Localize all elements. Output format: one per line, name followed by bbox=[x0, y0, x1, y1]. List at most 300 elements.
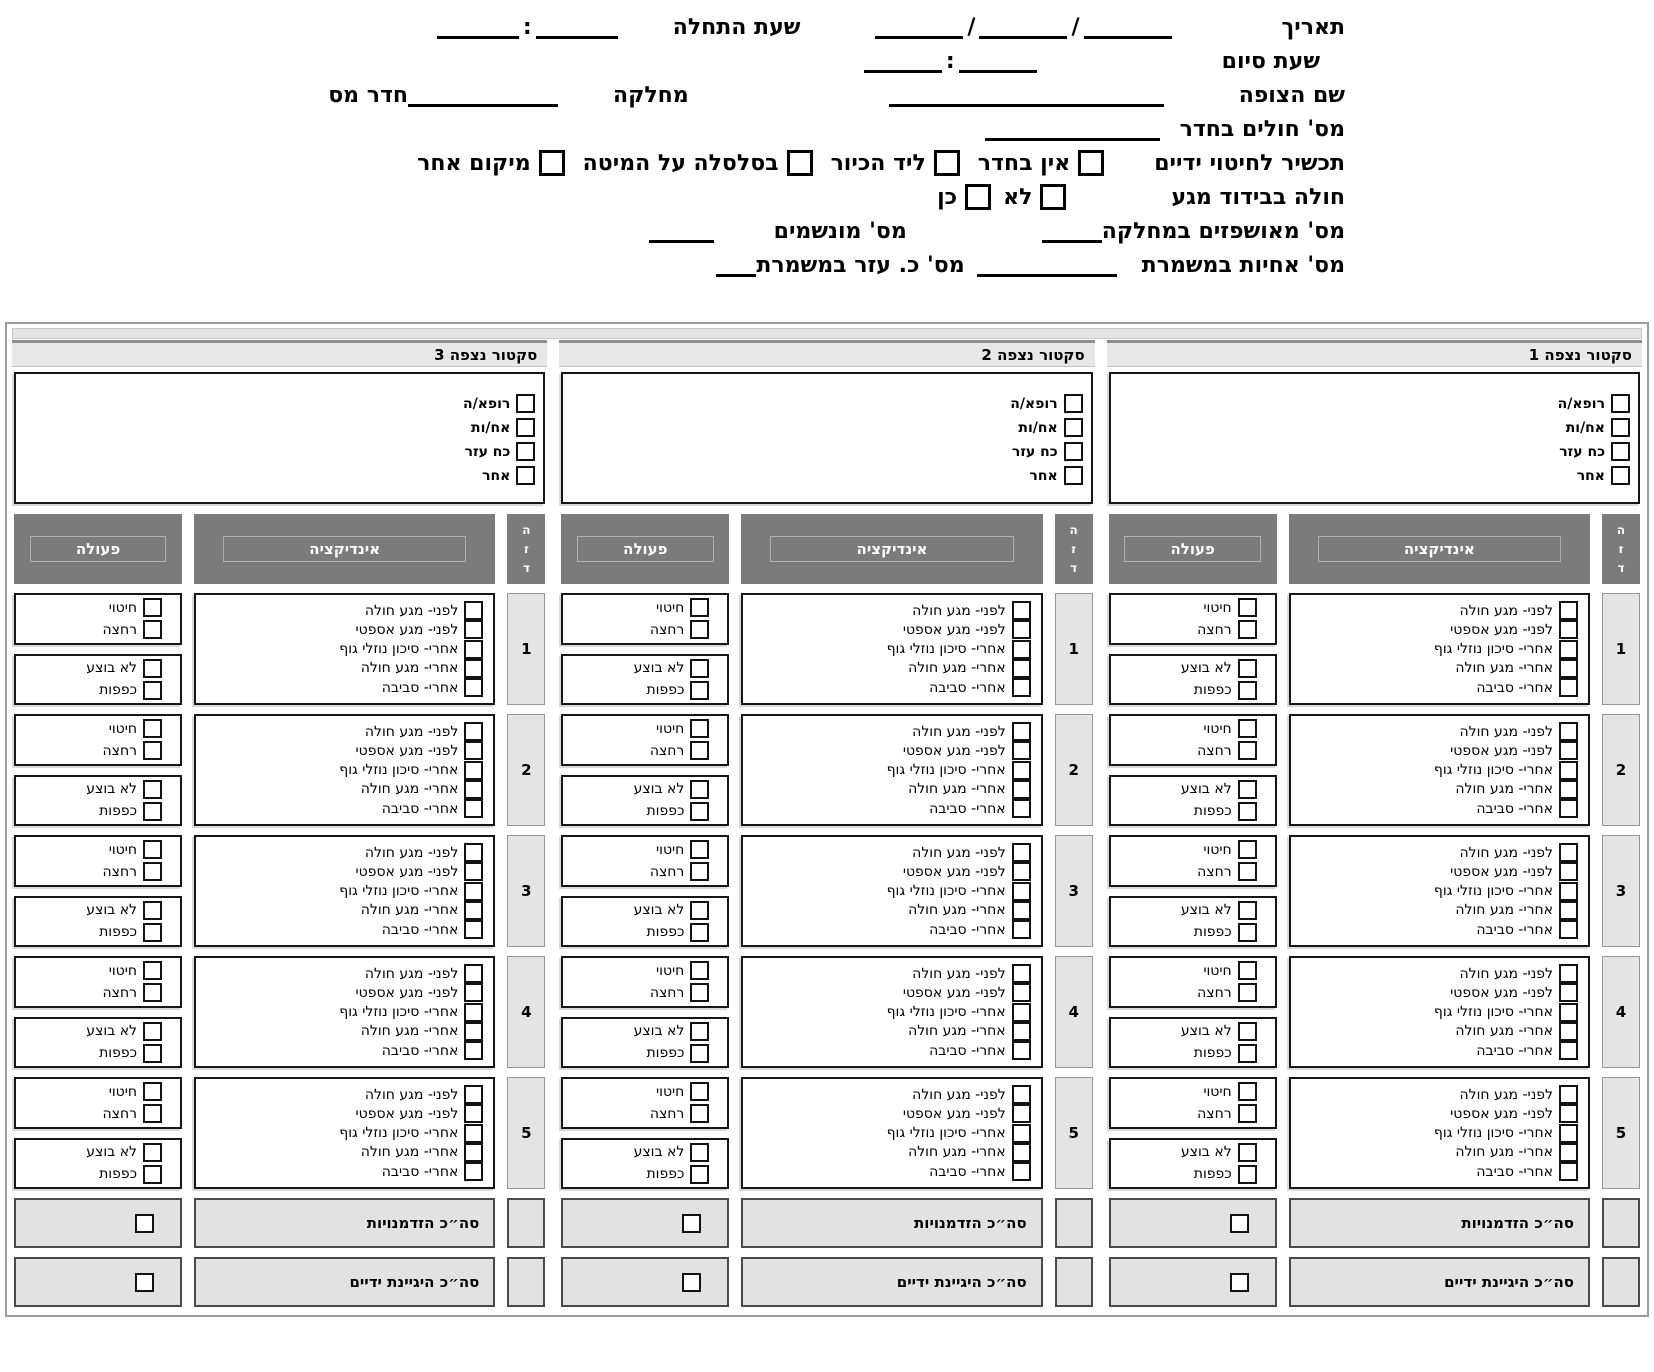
action-checkbox[interactable] bbox=[143, 961, 162, 980]
indication-checkbox[interactable] bbox=[1012, 1104, 1031, 1123]
patients-in-room-blank[interactable] bbox=[985, 118, 1160, 141]
action-column-header bbox=[14, 514, 182, 584]
date-separator: / bbox=[1071, 14, 1080, 40]
action-checkbox[interactable] bbox=[143, 1165, 162, 1184]
action-checkbox[interactable] bbox=[690, 620, 709, 639]
indication-option-label: אחרי- מגע חולה bbox=[1455, 1144, 1553, 1161]
date-year-blank[interactable] bbox=[875, 16, 963, 39]
action-checkbox[interactable] bbox=[143, 840, 162, 859]
action-checkbox[interactable] bbox=[143, 1143, 162, 1162]
action-option bbox=[1115, 741, 1257, 760]
action-option bbox=[20, 1104, 162, 1123]
action-option-label: לא בוצע bbox=[86, 1023, 138, 1040]
total-hand-hygiene-checkbox[interactable] bbox=[135, 1273, 154, 1292]
indication-header-label: אינדיקציה bbox=[770, 536, 1013, 562]
action-option-label: רחצה bbox=[649, 742, 685, 759]
indication-checkbox[interactable] bbox=[464, 620, 483, 639]
action-option bbox=[20, 923, 162, 942]
indication-checkbox[interactable] bbox=[464, 741, 483, 760]
indication-checkbox[interactable] bbox=[1012, 659, 1031, 678]
indication-checkbox[interactable] bbox=[1012, 1143, 1031, 1162]
action-checkbox[interactable] bbox=[143, 1082, 162, 1101]
action-checkbox[interactable] bbox=[690, 1165, 709, 1184]
total-hand-hygiene-checkbox[interactable] bbox=[1230, 1273, 1249, 1292]
indication-checkbox[interactable] bbox=[1559, 601, 1578, 620]
action-stack bbox=[1109, 956, 1277, 1068]
role-option bbox=[571, 418, 1082, 437]
indication-option bbox=[206, 1162, 483, 1181]
indication-checkbox[interactable] bbox=[1559, 620, 1578, 639]
action-checkbox[interactable] bbox=[143, 719, 162, 738]
action-checkbox[interactable] bbox=[690, 840, 709, 859]
aides-count-blank[interactable] bbox=[716, 254, 756, 277]
indication-option bbox=[753, 722, 1030, 741]
isolation-no-checkbox[interactable] bbox=[1040, 184, 1066, 210]
opportunity-number-cell: 2 bbox=[1055, 714, 1093, 826]
sector-title: סקטור נצפה 2 bbox=[559, 340, 1094, 367]
total-check-cell bbox=[1109, 1198, 1277, 1248]
indication-option-label: אחרי- סיכון נוזלי גוף bbox=[1433, 1125, 1553, 1141]
indication-box bbox=[194, 956, 495, 1068]
action-option bbox=[20, 659, 162, 678]
action-option bbox=[20, 681, 162, 700]
opportunity-number-cell: 5 bbox=[1055, 1077, 1093, 1189]
action-checkbox[interactable] bbox=[690, 659, 709, 678]
start-time-hour-blank[interactable] bbox=[536, 16, 618, 39]
indication-option-label: אחרי- סביבה bbox=[929, 1042, 1006, 1059]
action-option-label: חיטוי bbox=[1203, 1083, 1232, 1100]
action-checkbox[interactable] bbox=[690, 780, 709, 799]
action-primary-box bbox=[1109, 1077, 1277, 1129]
action-checkbox[interactable] bbox=[143, 659, 162, 678]
action-option bbox=[567, 681, 709, 700]
action-secondary-box bbox=[1109, 896, 1277, 948]
indication-option-label: אחרי- מגע חולה bbox=[1455, 660, 1553, 677]
indication-checkbox[interactable] bbox=[1559, 862, 1578, 881]
action-checkbox[interactable] bbox=[690, 862, 709, 881]
date-day-blank[interactable] bbox=[1084, 16, 1172, 39]
indication-checkbox[interactable] bbox=[1012, 799, 1031, 818]
role-checkbox[interactable] bbox=[516, 466, 535, 485]
indication-checkbox[interactable] bbox=[464, 659, 483, 678]
action-checkbox[interactable] bbox=[1238, 780, 1257, 799]
action-option bbox=[1115, 1165, 1257, 1184]
role-checkbox[interactable] bbox=[1064, 442, 1083, 461]
action-primary-box bbox=[1109, 593, 1277, 645]
indication-checkbox[interactable] bbox=[1559, 761, 1578, 780]
action-checkbox[interactable] bbox=[1238, 961, 1257, 980]
role-checkbox[interactable] bbox=[516, 442, 535, 461]
indication-checkbox[interactable] bbox=[1012, 620, 1031, 639]
indication-checkbox[interactable] bbox=[1012, 761, 1031, 780]
indication-checkbox[interactable] bbox=[1012, 1041, 1031, 1060]
end-time-field bbox=[864, 49, 1037, 74]
action-checkbox[interactable] bbox=[690, 1082, 709, 1101]
role-checkbox[interactable] bbox=[1064, 394, 1083, 413]
action-checkbox[interactable] bbox=[1238, 1082, 1257, 1101]
end-time-label: שעת סיום bbox=[1221, 48, 1320, 74]
indication-checkbox[interactable] bbox=[464, 761, 483, 780]
action-option-label: חיטוי bbox=[1203, 962, 1232, 979]
indication-option-label: אחרי- סביבה bbox=[929, 679, 1006, 696]
action-option bbox=[567, 961, 709, 980]
indication-option bbox=[753, 882, 1030, 901]
action-checkbox[interactable] bbox=[1238, 901, 1257, 920]
indication-checkbox[interactable] bbox=[464, 1143, 483, 1162]
indication-option bbox=[1301, 659, 1578, 678]
indication-option bbox=[753, 601, 1030, 620]
indication-checkbox[interactable] bbox=[1559, 1124, 1578, 1143]
action-option bbox=[20, 719, 162, 738]
action-checkbox[interactable] bbox=[690, 923, 709, 942]
sanitizer-option-none bbox=[978, 150, 1104, 176]
indication-checkbox[interactable] bbox=[1012, 640, 1031, 659]
action-checkbox[interactable] bbox=[1238, 1022, 1257, 1041]
action-checkbox[interactable] bbox=[143, 983, 162, 1002]
action-option bbox=[1115, 961, 1257, 980]
total-opportunities-checkbox[interactable] bbox=[1230, 1214, 1249, 1233]
indication-checkbox[interactable] bbox=[1559, 964, 1578, 983]
indication-box bbox=[741, 593, 1042, 705]
action-checkbox[interactable] bbox=[143, 1022, 162, 1041]
action-header-label: פעולה bbox=[30, 536, 166, 562]
indication-checkbox[interactable] bbox=[464, 882, 483, 901]
action-checkbox[interactable] bbox=[143, 901, 162, 920]
opportunity-number-cell: 3 bbox=[1602, 835, 1640, 947]
date-field bbox=[875, 15, 1171, 40]
indication-checkbox[interactable] bbox=[1012, 722, 1031, 741]
indication-checkbox[interactable] bbox=[464, 964, 483, 983]
role-option bbox=[1119, 466, 1630, 485]
role-checkbox[interactable] bbox=[1064, 418, 1083, 437]
action-checkbox[interactable] bbox=[143, 681, 162, 700]
indication-checkbox[interactable] bbox=[464, 901, 483, 920]
indication-checkbox[interactable] bbox=[464, 722, 483, 741]
action-checkbox[interactable] bbox=[1238, 1165, 1257, 1184]
indication-checkbox[interactable] bbox=[1559, 983, 1578, 1002]
action-checkbox[interactable] bbox=[690, 1143, 709, 1162]
indication-checkbox[interactable] bbox=[1559, 799, 1578, 818]
indication-option bbox=[753, 843, 1030, 862]
total-hand-hygiene-checkbox[interactable] bbox=[682, 1273, 701, 1292]
indication-checkbox[interactable] bbox=[464, 1041, 483, 1060]
indication-option bbox=[1301, 1104, 1578, 1123]
indication-checkbox[interactable] bbox=[464, 1003, 483, 1022]
indication-checkbox[interactable] bbox=[464, 843, 483, 862]
total-spacer-cell bbox=[1055, 1198, 1093, 1248]
action-checkbox[interactable] bbox=[143, 862, 162, 881]
action-option bbox=[20, 862, 162, 881]
action-checkbox[interactable] bbox=[143, 741, 162, 760]
action-checkbox[interactable] bbox=[1238, 923, 1257, 942]
indication-checkbox[interactable] bbox=[464, 1022, 483, 1041]
end-time-hour-blank[interactable] bbox=[959, 50, 1037, 73]
indication-option bbox=[206, 882, 483, 901]
indication-checkbox[interactable] bbox=[1012, 1022, 1031, 1041]
indication-option bbox=[206, 799, 483, 818]
action-option-label: כפפות bbox=[1193, 1045, 1232, 1062]
indication-option-label: לפני- מגע חולה bbox=[912, 844, 1006, 861]
action-checkbox[interactable] bbox=[690, 1104, 709, 1123]
indication-checkbox[interactable] bbox=[1012, 1124, 1031, 1143]
indication-checkbox[interactable] bbox=[1559, 1143, 1578, 1162]
action-checkbox[interactable] bbox=[690, 1044, 709, 1063]
start-time-minute-blank[interactable] bbox=[437, 16, 519, 39]
indication-option bbox=[753, 1143, 1030, 1162]
sanitizer-option-basket bbox=[583, 150, 813, 176]
indication-checkbox[interactable] bbox=[1559, 722, 1578, 741]
action-checkbox[interactable] bbox=[1238, 1104, 1257, 1123]
indication-option bbox=[206, 862, 483, 881]
action-option bbox=[1115, 620, 1257, 639]
indication-checkbox[interactable] bbox=[1012, 901, 1031, 920]
opportunity-number-cell: 1 bbox=[1055, 593, 1093, 705]
total-opportunities-checkbox[interactable] bbox=[135, 1214, 154, 1233]
action-checkbox[interactable] bbox=[1238, 719, 1257, 738]
indication-checkbox[interactable] bbox=[1012, 741, 1031, 760]
indication-checkbox[interactable] bbox=[464, 920, 483, 939]
role-checkbox[interactable] bbox=[1611, 418, 1630, 437]
indication-checkbox[interactable] bbox=[1559, 843, 1578, 862]
action-checkbox[interactable] bbox=[143, 923, 162, 942]
action-checkbox[interactable] bbox=[1238, 840, 1257, 859]
aides-count-field bbox=[716, 253, 964, 278]
indication-checkbox[interactable] bbox=[1559, 678, 1578, 697]
indication-option bbox=[1301, 983, 1578, 1002]
indication-option bbox=[1301, 620, 1578, 639]
action-option-label: חיטוי bbox=[1203, 841, 1232, 858]
action-checkbox[interactable] bbox=[1238, 741, 1257, 760]
action-option-label: כפפות bbox=[646, 803, 685, 820]
sanitizer-other-checkbox[interactable] bbox=[539, 150, 565, 176]
indication-checkbox[interactable] bbox=[464, 983, 483, 1002]
ventilated-count-blank[interactable] bbox=[649, 220, 714, 243]
role-checkbox[interactable] bbox=[1064, 466, 1083, 485]
indication-option bbox=[1301, 843, 1578, 862]
action-option-label: כפפות bbox=[99, 682, 138, 699]
action-checkbox[interactable] bbox=[1238, 659, 1257, 678]
action-option bbox=[1115, 983, 1257, 1002]
indication-checkbox[interactable] bbox=[1559, 901, 1578, 920]
sanitizer-none-checkbox[interactable] bbox=[1078, 150, 1104, 176]
action-checkbox[interactable] bbox=[690, 901, 709, 920]
action-secondary-box bbox=[561, 654, 729, 706]
action-option-label: חיטוי bbox=[656, 841, 685, 858]
indication-option bbox=[1301, 1162, 1578, 1181]
action-option-label: חיטוי bbox=[108, 599, 138, 616]
total-opportunities-checkbox[interactable] bbox=[682, 1214, 701, 1233]
action-checkbox[interactable] bbox=[1238, 983, 1257, 1002]
indication-checkbox[interactable] bbox=[1559, 780, 1578, 799]
opportunity-number-cell: 4 bbox=[1055, 956, 1093, 1068]
action-checkbox[interactable] bbox=[690, 598, 709, 617]
action-option-label: לא בוצע bbox=[1180, 902, 1232, 919]
action-stack bbox=[561, 714, 729, 826]
role-checkbox[interactable] bbox=[1611, 394, 1630, 413]
indication-option-label: לפני- מגע חולה bbox=[912, 965, 1006, 982]
indication-checkbox[interactable] bbox=[464, 799, 483, 818]
indication-option-label: אחרי- סיכון נוזלי גוף bbox=[339, 641, 459, 657]
action-checkbox[interactable] bbox=[143, 620, 162, 639]
indication-box bbox=[741, 835, 1042, 947]
opportunity-header-letter: ז bbox=[1071, 541, 1077, 556]
action-checkbox[interactable] bbox=[1238, 598, 1257, 617]
indication-checkbox[interactable] bbox=[464, 601, 483, 620]
indication-checkbox[interactable] bbox=[1559, 1022, 1578, 1041]
indication-checkbox[interactable] bbox=[1012, 678, 1031, 697]
indication-checkbox[interactable] bbox=[464, 640, 483, 659]
indication-checkbox[interactable] bbox=[1012, 1003, 1031, 1022]
indication-box bbox=[1289, 835, 1590, 947]
indication-checkbox[interactable] bbox=[464, 780, 483, 799]
indication-option bbox=[753, 640, 1030, 659]
indication-box bbox=[194, 714, 495, 826]
action-option-label: כפפות bbox=[646, 682, 685, 699]
action-checkbox[interactable] bbox=[143, 1104, 162, 1123]
action-option bbox=[20, 983, 162, 1002]
action-checkbox[interactable] bbox=[143, 780, 162, 799]
sanitizer-basket-checkbox[interactable] bbox=[787, 150, 813, 176]
indication-checkbox[interactable] bbox=[1012, 843, 1031, 862]
action-option-label: רחצה bbox=[649, 1105, 685, 1122]
indication-checkbox[interactable] bbox=[464, 1162, 483, 1181]
indication-checkbox[interactable] bbox=[1559, 1041, 1578, 1060]
indication-option-label: לפני- מגע אספטי bbox=[1450, 1105, 1553, 1122]
indication-option bbox=[1301, 1143, 1578, 1162]
indication-checkbox[interactable] bbox=[1559, 741, 1578, 760]
action-option-label: כפפות bbox=[646, 1045, 685, 1062]
isolation-yes-checkbox[interactable] bbox=[965, 184, 991, 210]
indication-checkbox[interactable] bbox=[464, 678, 483, 697]
action-option bbox=[1115, 1104, 1257, 1123]
indication-checkbox[interactable] bbox=[1559, 1104, 1578, 1123]
sector-3 bbox=[12, 340, 547, 1307]
isolation-option-label: כן bbox=[937, 184, 958, 210]
action-secondary-box bbox=[14, 1017, 182, 1069]
indication-checkbox[interactable] bbox=[1012, 983, 1031, 1002]
indication-checkbox[interactable] bbox=[1012, 780, 1031, 799]
action-checkbox[interactable] bbox=[1238, 1044, 1257, 1063]
action-checkbox[interactable] bbox=[1238, 802, 1257, 821]
indication-checkbox[interactable] bbox=[1012, 601, 1031, 620]
action-checkbox[interactable] bbox=[690, 961, 709, 980]
opportunity-header-letter: ה bbox=[522, 522, 531, 537]
indication-checkbox[interactable] bbox=[1012, 862, 1031, 881]
action-option-label: רחצה bbox=[649, 863, 685, 880]
indication-option bbox=[206, 964, 483, 983]
role-checkbox[interactable] bbox=[1611, 466, 1630, 485]
action-checkbox[interactable] bbox=[690, 983, 709, 1002]
opportunity-header-letter: ז bbox=[1618, 541, 1624, 556]
action-primary-box bbox=[14, 593, 182, 645]
indication-option bbox=[206, 1041, 483, 1060]
indication-checkbox[interactable] bbox=[464, 1104, 483, 1123]
action-option-label: לא בוצע bbox=[633, 1144, 685, 1161]
indication-checkbox[interactable] bbox=[1012, 1085, 1031, 1104]
action-checkbox[interactable] bbox=[690, 681, 709, 700]
opportunity-header-letter: ז bbox=[523, 541, 529, 556]
indication-checkbox[interactable] bbox=[1012, 1162, 1031, 1181]
action-header-label: פעולה bbox=[577, 536, 713, 562]
action-primary-box bbox=[561, 1077, 729, 1129]
indication-box bbox=[741, 1077, 1042, 1189]
indication-option-label: אחרי- סביבה bbox=[1476, 921, 1553, 938]
sanitizer-option-label: בסלסלה על המיטה bbox=[582, 150, 779, 176]
sector-grid bbox=[559, 514, 1094, 1307]
indication-checkbox[interactable] bbox=[1559, 920, 1578, 939]
indication-option-label: אחרי- סביבה bbox=[1476, 1042, 1553, 1059]
indication-checkbox[interactable] bbox=[1559, 659, 1578, 678]
action-checkbox[interactable] bbox=[143, 598, 162, 617]
action-primary-box bbox=[1109, 714, 1277, 766]
indication-checkbox[interactable] bbox=[464, 1085, 483, 1104]
date-month-blank[interactable] bbox=[979, 16, 1067, 39]
role-option-label: אחר bbox=[1576, 467, 1605, 484]
indication-option bbox=[206, 761, 483, 780]
role-option-label: רופא/ה bbox=[462, 395, 511, 412]
indication-checkbox[interactable] bbox=[464, 1124, 483, 1143]
indication-checkbox[interactable] bbox=[1559, 1162, 1578, 1181]
action-checkbox[interactable] bbox=[690, 741, 709, 760]
indication-column-header bbox=[194, 514, 495, 584]
action-column-header bbox=[561, 514, 729, 584]
action-checkbox[interactable] bbox=[1238, 862, 1257, 881]
action-option bbox=[567, 923, 709, 942]
action-checkbox[interactable] bbox=[1238, 620, 1257, 639]
action-checkbox[interactable] bbox=[690, 1022, 709, 1041]
department-blank[interactable] bbox=[408, 84, 558, 107]
indication-checkbox[interactable] bbox=[1012, 882, 1031, 901]
action-option-label: לא בוצע bbox=[86, 660, 138, 677]
indication-checkbox[interactable] bbox=[1559, 1085, 1578, 1104]
indication-checkbox[interactable] bbox=[1559, 882, 1578, 901]
indication-box bbox=[194, 835, 495, 947]
action-option-label: רחצה bbox=[102, 742, 138, 759]
action-checkbox[interactable] bbox=[690, 719, 709, 738]
action-checkbox[interactable] bbox=[1238, 681, 1257, 700]
sanitizer-sink-checkbox[interactable] bbox=[934, 150, 960, 176]
action-option bbox=[1115, 1022, 1257, 1041]
role-checkbox[interactable] bbox=[516, 418, 535, 437]
action-checkbox[interactable] bbox=[690, 802, 709, 821]
hospitalized-count-blank[interactable] bbox=[1042, 220, 1102, 243]
action-option bbox=[567, 741, 709, 760]
indication-option-label: לפני- מגע אספטי bbox=[902, 984, 1006, 1001]
indication-option bbox=[206, 920, 483, 939]
indication-checkbox[interactable] bbox=[1559, 1003, 1578, 1022]
nurses-count-blank[interactable] bbox=[977, 254, 1117, 277]
action-option-label: לא בוצע bbox=[1180, 1144, 1232, 1161]
indication-checkbox[interactable] bbox=[464, 862, 483, 881]
indication-checkbox[interactable] bbox=[1012, 920, 1031, 939]
isolation-row bbox=[16, 180, 1345, 214]
indication-option bbox=[206, 1143, 483, 1162]
indication-checkbox[interactable] bbox=[1559, 640, 1578, 659]
role-checkbox[interactable] bbox=[516, 394, 535, 413]
action-checkbox[interactable] bbox=[143, 1044, 162, 1063]
action-checkbox[interactable] bbox=[1238, 1143, 1257, 1162]
indication-checkbox[interactable] bbox=[1012, 964, 1031, 983]
action-option-label: חיטוי bbox=[108, 962, 138, 979]
indication-option-label: לפני- מגע אספטי bbox=[355, 742, 459, 759]
action-option-label: כפפות bbox=[646, 1166, 685, 1183]
end-time-minute-blank[interactable] bbox=[864, 50, 942, 73]
indication-box bbox=[1289, 593, 1590, 705]
role-checkbox[interactable] bbox=[1611, 442, 1630, 461]
observer-name-blank[interactable] bbox=[889, 84, 1164, 107]
role-option-label: כח עזר bbox=[1011, 443, 1058, 460]
action-checkbox[interactable] bbox=[143, 802, 162, 821]
